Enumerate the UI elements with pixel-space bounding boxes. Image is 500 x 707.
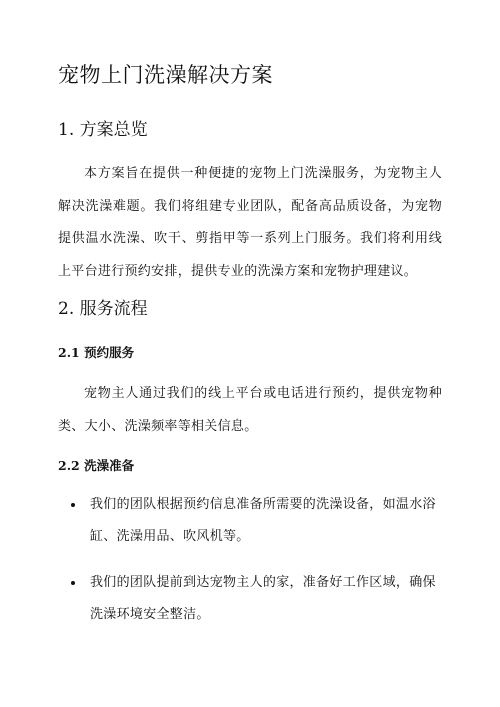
bullet-dot-icon xyxy=(71,581,75,585)
subsection-heading-booking: 2.1 预约服务 xyxy=(58,345,135,360)
overview-paragraph: 本方案旨在提供一种便捷的宠物上门洗澡服务，为宠物主人解决洗澡难题。我们将组建专业团队，配备高品质设备，为宠物提供温水洗澡、吹干、剪指甲等一系列上门服务。我们将利用线上平台进行预约安排，提供专业的洗澡方案和宠物护理建议。 xyxy=(58,166,442,279)
subsection-heading-preparation: 2.2 洗澡准备 xyxy=(58,458,135,473)
section-heading-service-flow: 2. 服务流程 xyxy=(58,299,148,319)
booking-paragraph: 宠物主人通过我们的线上平台或电话进行预约，提供宠物种类、大小、洗澡频率等相关信息。 xyxy=(58,386,442,434)
list-item xyxy=(58,567,442,631)
bullet-dot-icon xyxy=(71,503,75,507)
list-item xyxy=(58,489,442,553)
bullet-text: 我们的团队根据预约信息准备所需要的洗澡设备，如温水浴缸、洗澡用品、吹风机等。 xyxy=(90,497,436,544)
bullet-text: 我们的团队提前到达宠物主人的家，准备好工作区域，确保洗澡环境安全整洁。 xyxy=(90,575,436,622)
section-heading-overview: 1. 方案总览 xyxy=(58,120,148,140)
preparation-bullet-list xyxy=(58,489,442,645)
document-title: 宠物上门洗澡解决方案 xyxy=(58,63,273,87)
